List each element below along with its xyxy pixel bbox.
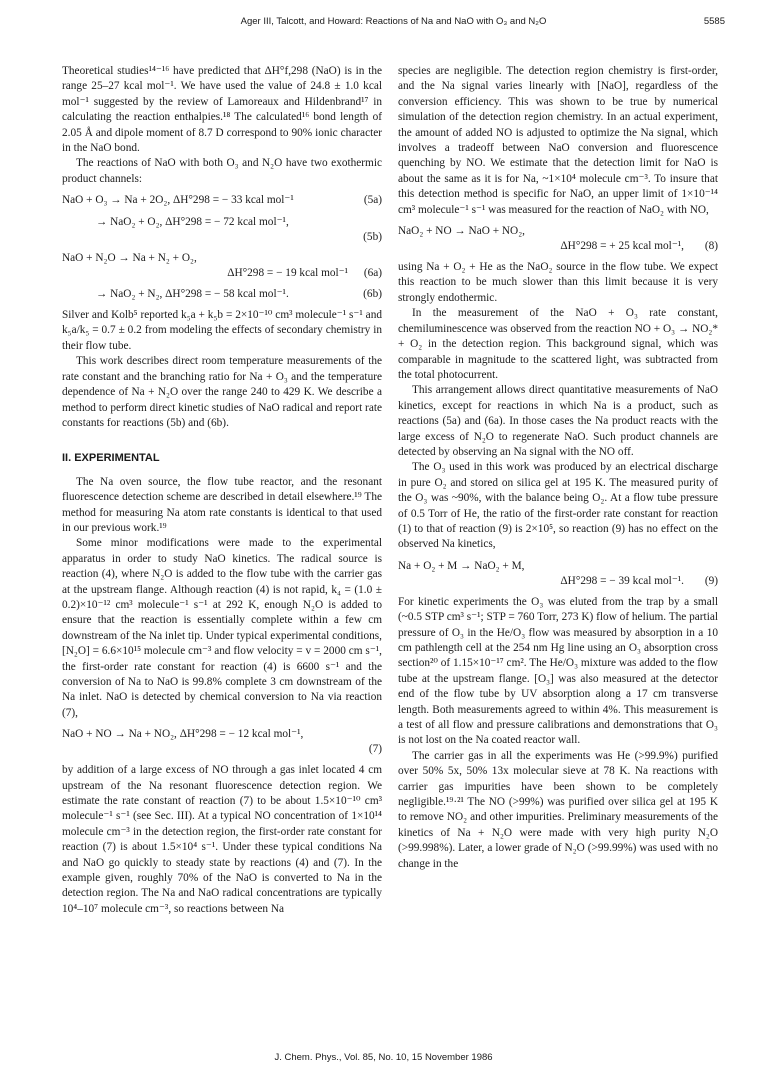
equation-9 xyxy=(398,559,718,589)
equation-number: (5a) xyxy=(363,194,382,207)
paragraph: Theoretical studies¹⁴⁻¹⁶ have predicted that ΔH°f,298 (NaO) is in the range 25–27 kcal mol⁻¹. We have used the value of 24.8 ± 1.0 kcal mol⁻¹ suggested by the review of Lamoreaux and Hildenbrand¹⁷ in calculating the reaction enthalpies.¹⁸ The calculated¹⁶ bond length of 2.05 Å and dipole moment of 8.7 D correspond to 90% ionic character in the NaO bond. xyxy=(62,65,382,155)
paragraph: The carrier gas in all the experiments was He (>99.9%) purified over 50% 5x, 50% 13x molecular sieve at 78 K. Na reactions with carrier gas impurities have been shown to be completely negligible.¹⁹·²¹ The NO (>99%) was purified over silica gel at 195 K to remove NO₂ and other impurities. Preliminary measurements of the kinetics of Na + N₂O were made with very high purity N₂O (>99.998%). Later, a lower grade of N₂O (>99.99%) was used with no change in the xyxy=(398,749,718,870)
equation-text: NaO + N₂O → Na + N₂ + O₂, xyxy=(62,251,197,264)
equation-text: ΔH°298 = + 25 kcal mol⁻¹, xyxy=(560,240,684,253)
equation-8 xyxy=(398,224,718,254)
equation-text: → NaO₂ + N₂, ΔH°298 = − 58 kcal mol⁻¹. xyxy=(96,287,289,300)
paragraph: Silver and Kolb⁵ reported k₅a + k₅b = 2×10⁻¹⁰ cm³ molecule⁻¹ s⁻¹ and k₅a/k₅ = 0.7 ± 0.2 from modeling the effects of secondary chemistry in their flow tube. xyxy=(62,309,382,352)
equation-number: (6a) xyxy=(363,266,382,279)
section-heading: II. EXPERIMENTAL xyxy=(62,452,160,465)
running-header xyxy=(62,16,725,32)
paragraph: The O₃ used in this work was produced by an electrical discharge in pure O₂ and stored on silica gel at 195 K. The measured purity of the O₃ was ~90%, with the balance being O₂. At a flow tube pressure of 0.5 Torr of He, the ratio of the first-order rate constant for reaction (1) to that of reaction (9) is 2×10⁵, so reaction (9) has no effect on the observed Na kinetics, xyxy=(398,461,718,551)
equation-text: NaO₂ + NO → NaO + NO₂, xyxy=(398,225,525,238)
paragraph: This arrangement allows direct quantitative measurements of NaO kinetics, except for reactions in which Na is a product, such as reactions (5a) and (6a). In those cases the Na product reacts with the large excess of N₂O to regenerate NaO. Such product channels are detected by observing an Na signal with the NO off. xyxy=(398,384,718,458)
page-number: 5585 xyxy=(703,16,725,27)
equation-text: → NaO₂ + O₂, ΔH°298 = − 72 kcal mol⁻¹, xyxy=(96,215,289,228)
right-column xyxy=(398,64,718,872)
equation-text: NaO + NO → Na + NO₂, ΔH°298 = − 12 kcal mol⁻¹, xyxy=(62,728,304,741)
equation-number: (7) xyxy=(368,743,382,756)
running-title: Ager III, Talcott, and Howard: Reactions of Na and NaO with O₃ and N₂O xyxy=(240,16,547,27)
equation-6b xyxy=(62,287,382,302)
paragraph: For kinetic experiments the O₃ was eluted from the trap by a small (~0.5 STP cm³ s⁻¹; STP = 760 Torr, 273 K) flow of helium. The partial pressure of O₃ in the He/O₃ flow was measured by absorption in a 10 cm pathlength cell at the 254 nm Hg line using an O₃ absorption cross section²⁰ of 1.15×10⁻¹⁷ cm². The He/O₃ mixture was added to the flow tube at the upstream flange. [O₃] was also measured at the detector end of the flow tube by UV absorption along a 17 cm transverse length. Both measurements agreed to within 4%. This measurement is a test of all flow and pressure calibrations and demonstrations that O₃ is not lost on the Na coated reactor wall. xyxy=(398,595,718,747)
left-column xyxy=(62,64,382,917)
equation-text: ΔH°298 = − 19 kcal mol⁻¹ xyxy=(227,266,348,279)
paragraph: This work describes direct room temperature measurements of the rate constant and the branching ratio for Na + O₃ and the temperature dependence of Na + N₂O over the range 240 to 429 K. We describe a method to perform direct kinetic studies of NaO radical and report rate constants for reactions (5b) and (6b). xyxy=(62,355,382,429)
equation-text: NaO + O₃ → Na + 2O₂, ΔH°298 = − 33 kcal mol⁻¹ xyxy=(62,194,294,207)
equation-number: (8) xyxy=(704,240,718,253)
paragraph: The reactions of NaO with both O₃ and N₂O have two exothermic product channels: xyxy=(62,157,382,185)
paragraph: In the measurement of the NaO + O₃ rate constant, chemiluminescence was observed from the reaction NO + O₃ → NO₂* + O₂ in the detection region. This background signal, which was comparable in magnitude to the scattered light, was subtracted from the total photocurrent. xyxy=(398,307,718,381)
paragraph: using Na + O₂ + He as the NaO₂ source in the flow tube. We expect this reaction to be much slower than this limit because it is very strongly endothermic. xyxy=(398,261,718,304)
paragraph: Some minor modifications were made to the experimental apparatus in order to study NaO kinetics. The radical source is reaction (4), where N₂O is added to the flow tube with the carrier gas at the upstream flange. Although reaction (4) is not rapid, k₄ = (1.0 ± 0.2)×10⁻¹² cm³ molecule⁻¹ s⁻¹ at 292 K, enough N₂O is added to ensure that the reaction is essentially complete within a few cm downstream of the Na inlet tip. Under typical experimental conditions, [N₂O] = 6.6×10¹⁵ molecule cm⁻³ and flow velocity = v = 2000 cm s⁻¹, the first-order rate constant for reaction (4) is 6600 s⁻¹ and the conversion of Na to NaO is 99.8% complete 3 cm downstream of the Na inlet. NaO is detected by chemical conversion to Na via reaction (7), xyxy=(62,537,382,719)
paragraph: by addition of a large excess of NO through a gas inlet located 4 cm upstream of the Na resonant fluorescence detection region. We estimate the rate constant of reaction (7) to be about 1.5×10⁻¹⁰ cm³ molecule⁻¹ s⁻¹ (see Sec. III). At a typical NO concentration of 1×10¹⁴ molecule cm⁻³ in the detection region, the first-order rate constant for reaction (7) is about 1.5×10⁴ s⁻¹. Under these typical conditions Na and NaO go quickly to steady state by reactions (4) and (7). In the example given, roughly 70% of the NaO is converted to Na in the detection region. The Na and NaO radical concentrations are typically 10⁴–10⁷ molecule cm⁻³, so reactions between Na xyxy=(62,764,382,915)
equation-5a xyxy=(62,193,382,208)
equation-text: ΔH°298 = − 39 kcal mol⁻¹. xyxy=(560,574,684,587)
equation-7 xyxy=(62,727,382,757)
equation-5b xyxy=(62,215,382,245)
paragraph: The Na oven source, the flow tube reactor, and the resonant fluorescence detection scheme are described in detail elsewhere.¹⁹ The method for measuring Na atom rate constants is identical to that used in our previous work.¹⁹ xyxy=(62,475,382,534)
equation-number: (5b) xyxy=(363,230,382,243)
footer-citation: J. Chem. Phys., Vol. 85, No. 10, 15 November 1986 xyxy=(274,1052,493,1063)
equation-number: (9) xyxy=(704,574,718,587)
equation-text: Na + O₂ + M → NaO₂ + M, xyxy=(398,559,525,572)
paragraph: species are negligible. The detection region chemistry is first-order, and the Na signal varies linearly with [NaO], regardless of the conversion efficiency. This was shown to be true by numerical simulation of the detection region chemistry. In an actual experiment, the amount of added NO is adjusted to optimize the Na signal, which involves a tradeoff between NaO conversion and fluorescence quenching by NO. We estimate that the detection limit for NaO is about the same as it is for Na, ~1×10⁴ molecule cm⁻³. To insure that this detection method is specific for NaO, an upper limit of 1×10⁻¹⁴ cm³ molecule⁻¹ s⁻¹ was measured for the reaction of NaO₂ with NO, xyxy=(398,65,718,216)
equation-number: (6b) xyxy=(363,287,382,300)
equation-6a xyxy=(62,251,382,281)
